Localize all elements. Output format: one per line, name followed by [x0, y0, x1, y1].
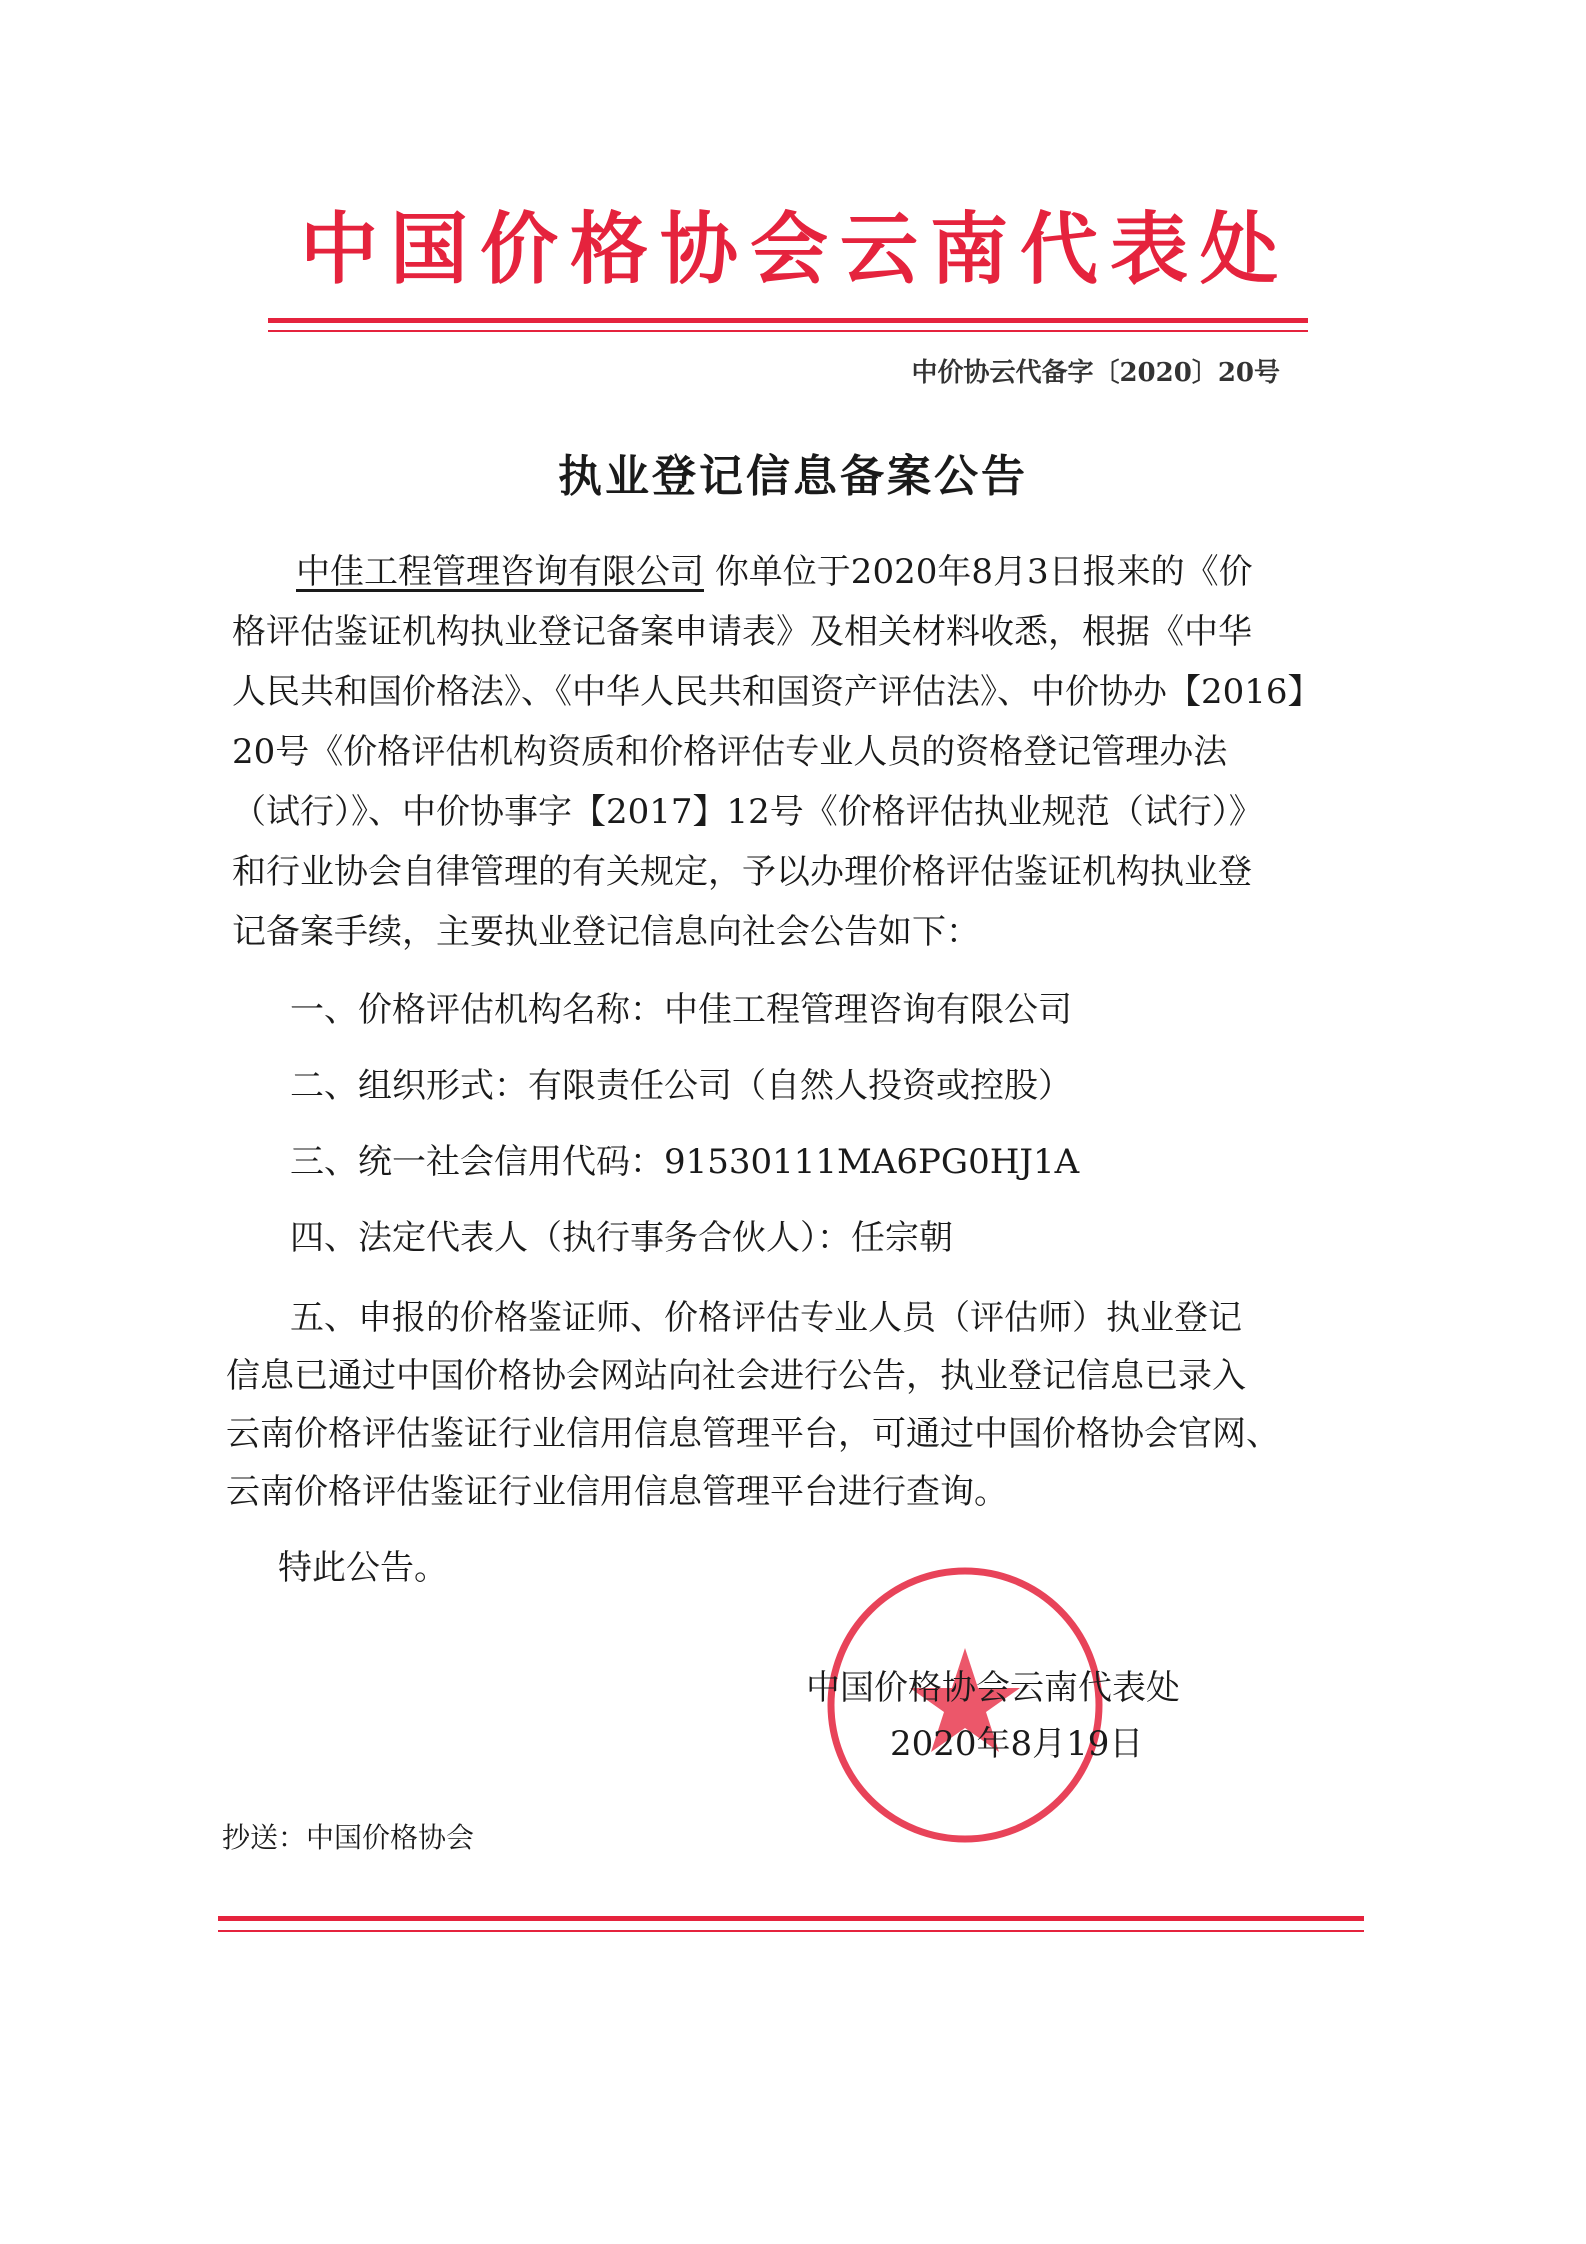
- footer-rule-thick: [218, 1916, 1364, 1921]
- document-title: 执业登记信息备案公告: [558, 451, 1028, 502]
- header-rule-thick: [268, 318, 1308, 323]
- item5-line-3: 云南价格评估鉴证行业信用信息管理平台，可通过中国价格协会官网、: [226, 1414, 1280, 1454]
- company-name: 中佳工程管理咨询有限公司: [296, 552, 704, 592]
- header-rule-thin: [268, 330, 1308, 332]
- signature-date: 2020年8月19日: [890, 1724, 1144, 1764]
- org-header: 中国价格协会云南代表处: [299, 205, 1290, 295]
- body-line-1: [296, 552, 1253, 592]
- copy-to: 抄送：中国价格协会: [222, 1821, 475, 1854]
- list-item-2: 二、组织形式：有限责任公司（自然人投资或控股）: [290, 1066, 1072, 1106]
- body-line-2: 格评估鉴证机构执业登记备案申请表》及相关材料收悉，根据《中华: [232, 612, 1252, 652]
- body-line-7: 记备案手续，主要执业登记信息向社会公告如下：: [232, 912, 980, 952]
- signature-org: 中国价格协会云南代表处: [806, 1668, 1180, 1708]
- list-item-3: 三、统一社会信用代码：91530111MA6PG0HJ1A: [290, 1142, 1080, 1182]
- body-line-6: 和行业协会自律管理的有关规定，予以办理价格评估鉴证机构执业登: [232, 852, 1252, 892]
- list-item-1: 一、价格评估机构名称：中佳工程管理咨询有限公司: [290, 990, 1072, 1030]
- body-line-text: 你单位于2020年8月3日报来的《价: [714, 552, 1253, 592]
- footer-rule-thin: [218, 1930, 1364, 1932]
- body-line-5: （试行）》、中价协事字【2017】12号《价格评估执业规范（试行）》: [232, 792, 1263, 832]
- body-line-3: 人民共和国价格法》、《中华人民共和国资产评估法》、中价协办【2016】: [232, 672, 1322, 712]
- body-line-4: 20号《价格评估机构资质和价格评估专业人员的资格登记管理办法: [232, 732, 1228, 772]
- item5-line-4: 云南价格评估鉴证行业信用信息管理平台进行查询。: [226, 1472, 1008, 1512]
- closing-text: 特此公告。: [278, 1548, 448, 1588]
- document-number: 中价协云代备字〔2020〕20号: [911, 358, 1280, 388]
- list-item-4: 四、法定代表人（执行事务合伙人）：任宗朝: [290, 1218, 953, 1258]
- item5-line-1: 五、申报的价格鉴证师、价格评估专业人员（评估师）执业登记: [290, 1298, 1242, 1338]
- item5-line-2: 信息已通过中国价格协会网站向社会进行公告，执业登记信息已录入: [226, 1356, 1246, 1396]
